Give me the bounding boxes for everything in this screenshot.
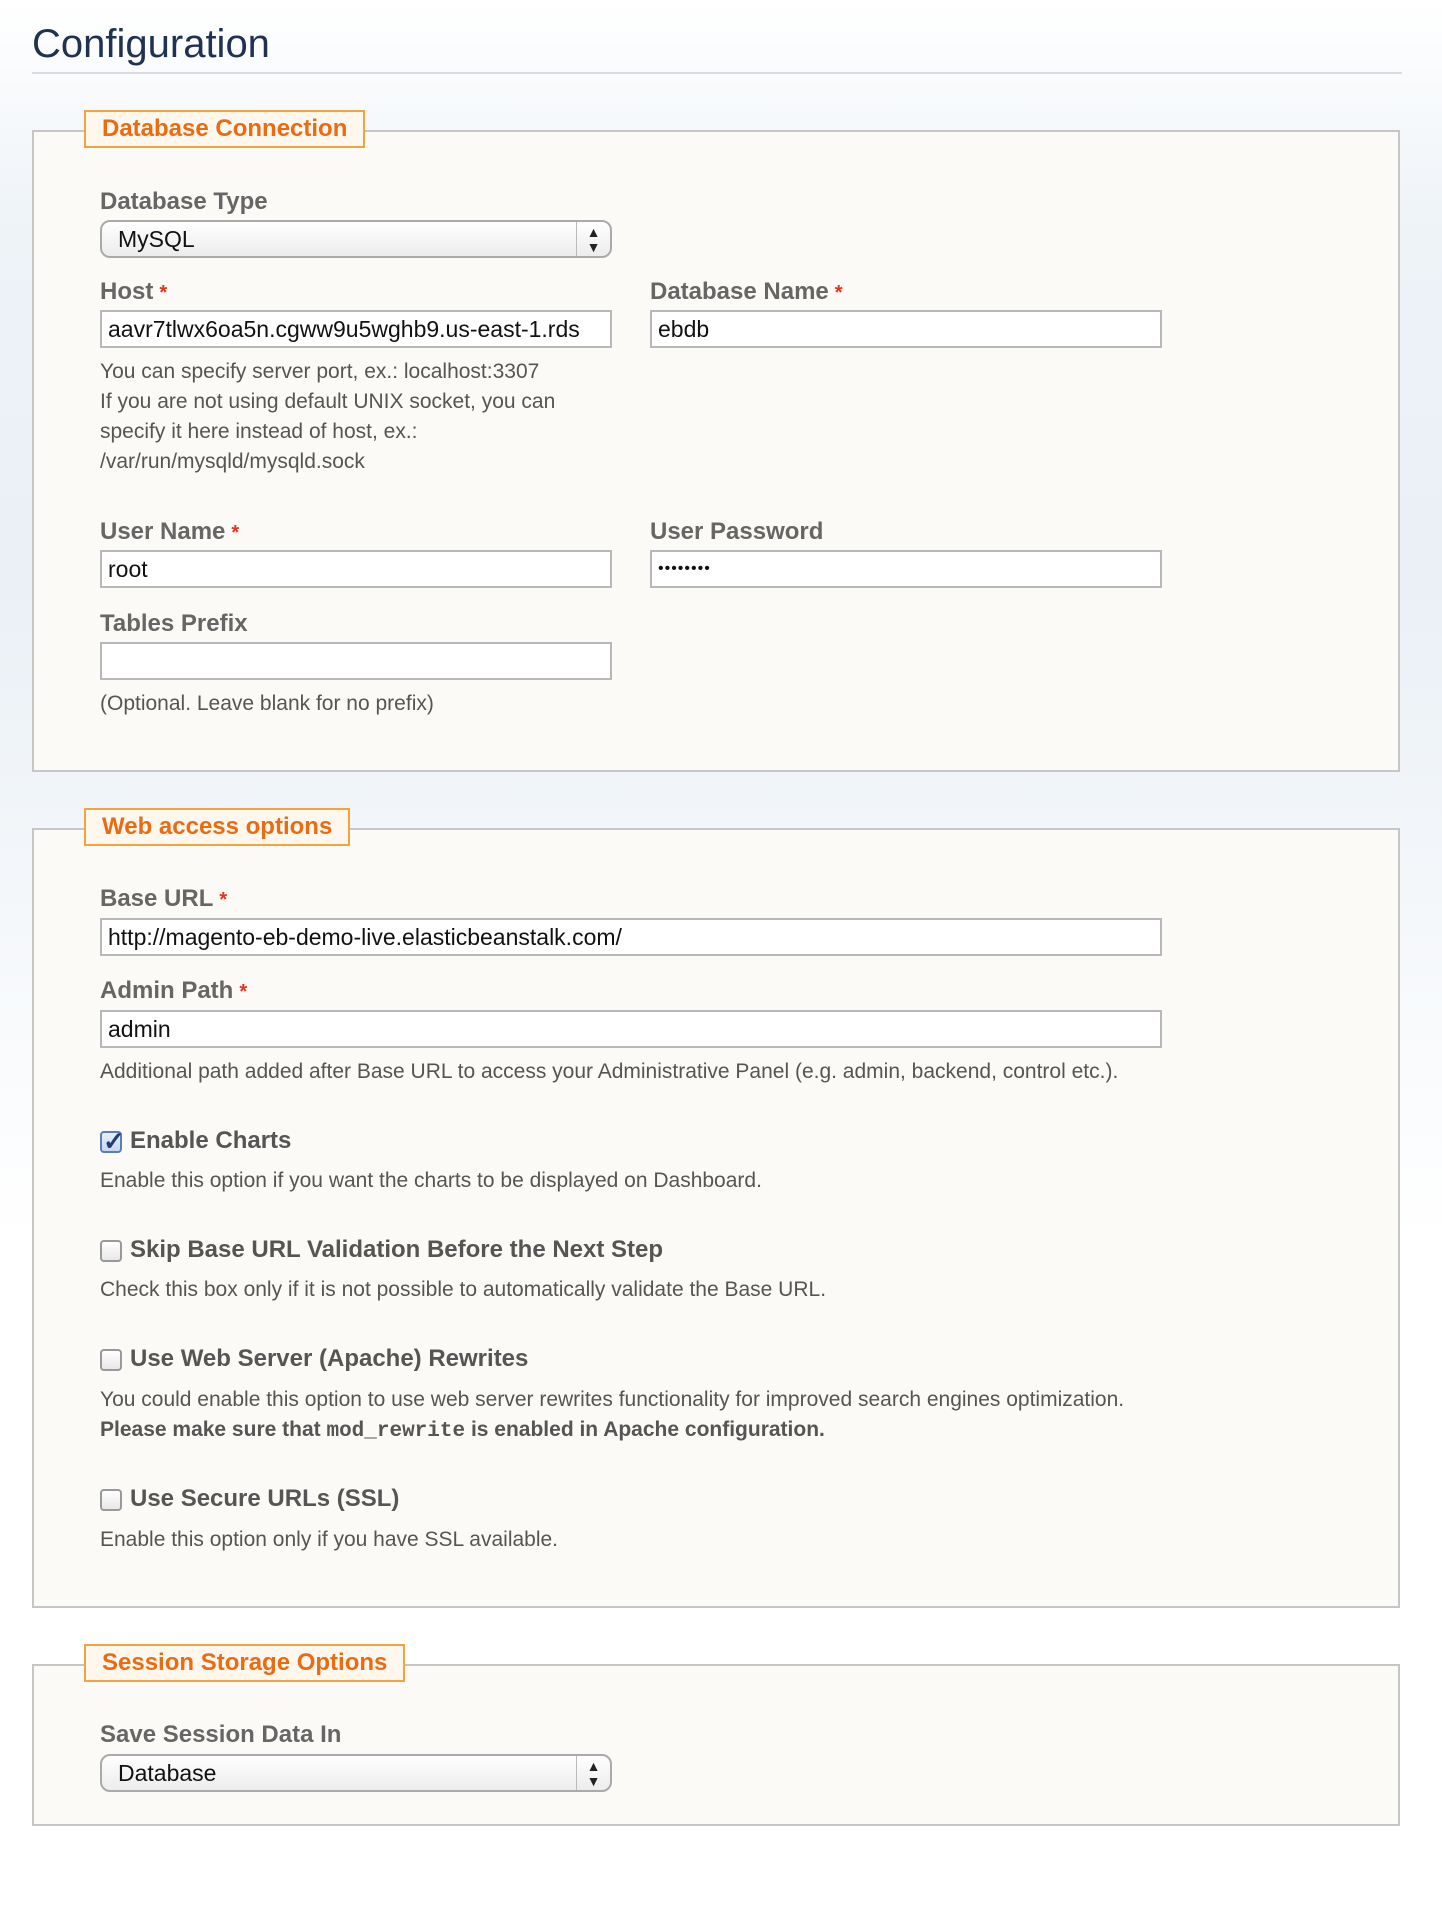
- database-type-select[interactable]: [100, 220, 612, 258]
- host-note-3: specify it here instead of host, ex.:: [100, 420, 418, 443]
- user-password-input[interactable]: ••••••••: [650, 550, 1162, 588]
- updown-arrows-icon: ▲ ▼: [576, 222, 610, 256]
- host-note-1: You can specify server port, ex.: localhost:3307: [100, 360, 540, 383]
- admin-path-input[interactable]: admin: [100, 1010, 1162, 1048]
- rewrites-label[interactable]: Use Web Server (Apache) Rewrites: [130, 1345, 529, 1372]
- tables-prefix-note: (Optional. Leave blank for no prefix): [100, 692, 434, 715]
- rewrites-note: You could enable this option to use web server rewrites functionality for improved search engines optimization.: [100, 1388, 1125, 1411]
- host-label: Host *: [100, 278, 168, 305]
- updown-arrows-icon: ▲ ▼: [576, 1756, 610, 1790]
- user-password-label: User Password: [650, 518, 824, 545]
- host-note-4: /var/run/mysqld/mysqld.sock: [100, 450, 365, 473]
- skip-validation-checkbox[interactable]: [100, 1240, 122, 1262]
- skip-validation-note: Check this box only if it is not possible to automatically validate the Base URL.: [100, 1278, 827, 1301]
- base-url-input[interactable]: http://magento-eb-demo-live.elasticbeanstalk.com/: [100, 918, 1162, 956]
- database-name-input[interactable]: ebdb: [650, 310, 1162, 348]
- secure-urls-note: Enable this option only if you have SSL available.: [100, 1528, 559, 1551]
- rewrites-checkbox[interactable]: [100, 1349, 122, 1371]
- database-connection-legend: Database Connection: [84, 110, 365, 148]
- title-divider: [32, 72, 1402, 74]
- checkmark-icon: ✓: [103, 1126, 125, 1156]
- save-session-value: Database: [118, 1760, 217, 1786]
- session-storage-legend: Session Storage Options: [84, 1644, 405, 1682]
- host-input[interactable]: aavr7tlwx6oa5n.cgww9u5wghb9.us-east-1.rds: [100, 310, 612, 348]
- tables-prefix-label: Tables Prefix: [100, 610, 248, 637]
- admin-path-note: Additional path added after Base URL to access your Administrative Panel (e.g. admin, backend, control etc.).: [100, 1060, 1119, 1083]
- page-title: Configuration: [32, 22, 270, 66]
- admin-path-label: Admin Path *: [100, 977, 248, 1004]
- user-name-input[interactable]: root: [100, 550, 612, 588]
- enable-charts-checkbox[interactable]: [100, 1126, 125, 1156]
- user-name-label: User Name *: [100, 518, 240, 545]
- database-type-value: MySQL: [118, 226, 195, 252]
- skip-validation-label[interactable]: Skip Base URL Validation Before the Next Step: [130, 1236, 664, 1263]
- database-type-label: Database Type: [100, 188, 268, 215]
- host-note-2: If you are not using default UNIX socket, you can: [100, 390, 556, 413]
- save-session-select[interactable]: [100, 1754, 612, 1792]
- enable-charts-note: Enable this option if you want the charts to be displayed on Dashboard.: [100, 1169, 762, 1192]
- enable-charts-label[interactable]: Enable Charts: [130, 1127, 292, 1154]
- save-session-label: Save Session Data In: [100, 1721, 342, 1748]
- secure-urls-label[interactable]: Use Secure URLs (SSL): [130, 1485, 400, 1512]
- secure-urls-checkbox[interactable]: [100, 1489, 122, 1511]
- rewrites-note-bold: Please make sure that mod_rewrite is enabled in Apache configuration.: [100, 1418, 825, 1443]
- web-access-legend: Web access options: [84, 808, 350, 846]
- tables-prefix-input[interactable]: [100, 642, 612, 680]
- database-name-label: Database Name *: [650, 278, 843, 305]
- base-url-label: Base URL *: [100, 885, 228, 912]
